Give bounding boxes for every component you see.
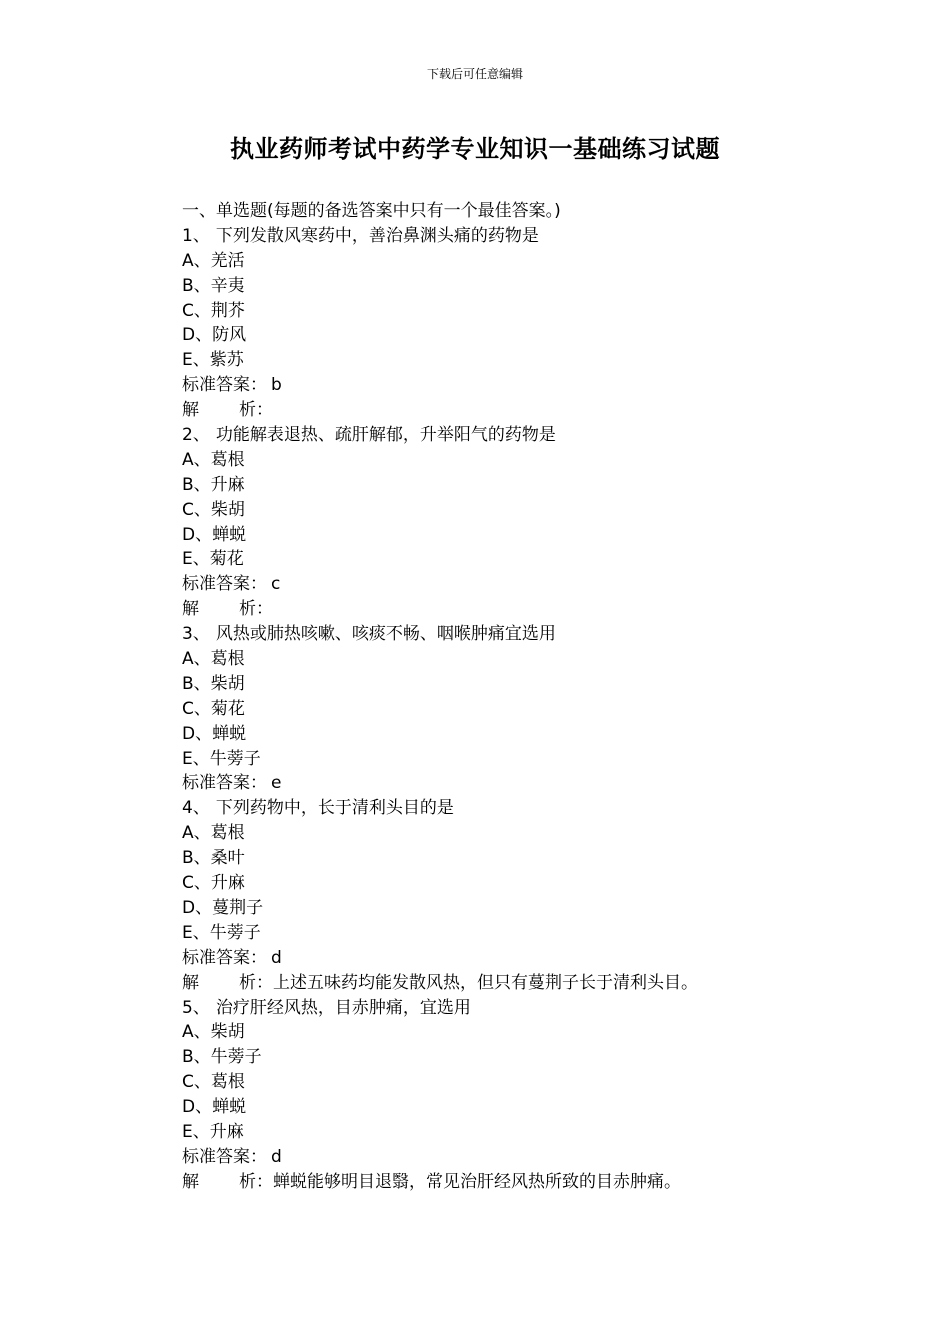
answer-option: E、牛蒡子	[182, 922, 261, 943]
answer-option: A、葛根	[182, 649, 245, 670]
analysis-line	[182, 597, 882, 622]
question-block	[182, 796, 882, 995]
answer-option: E、升麻	[182, 1121, 244, 1142]
answer-option: E、紫苏	[182, 350, 244, 371]
question-stem	[182, 622, 882, 647]
question-text: 下列药物中，长于清利头目的是	[215, 798, 454, 819]
answer-label: 标准答案：	[182, 375, 267, 396]
answer-option: D、蝉蜕	[182, 723, 247, 744]
analysis-line	[182, 971, 882, 996]
question-block	[182, 224, 882, 423]
question-number: 3、	[182, 624, 210, 645]
question-block	[182, 996, 882, 1195]
answer-option: C、荆芥	[182, 300, 245, 321]
answer-option: A、葛根	[182, 823, 245, 844]
analysis-text: 上述五味药均能发散风热，但只有蔓荆子长于清利头目。	[273, 972, 698, 993]
analysis-label-part1: 解	[182, 1171, 199, 1192]
question-block	[182, 622, 882, 796]
answer-option: D、防风	[182, 325, 247, 346]
answer-option: A、葛根	[182, 449, 245, 470]
question-number: 2、	[182, 425, 210, 446]
standard-answer	[182, 771, 882, 796]
analysis-label-part1: 解	[182, 400, 199, 421]
question-number: 4、	[182, 798, 210, 819]
answer-value: c	[271, 574, 281, 595]
answer-option: E、牛蒡子	[182, 748, 261, 769]
answer-option: A、羌活	[182, 250, 245, 271]
answer-option: C、菊花	[182, 698, 245, 719]
document-title: 执业药师考试中药学专业知识一基础练习试题	[230, 135, 720, 163]
analysis-label-part1: 解	[182, 599, 199, 620]
analysis-label-part2: 析：	[239, 599, 273, 620]
question-number: 1、	[182, 225, 210, 246]
analysis-label-part1: 解	[182, 972, 199, 993]
analysis-line	[182, 398, 882, 423]
answer-value: d	[271, 947, 282, 968]
question-text: 下列发散风寒药中，善治鼻渊头痛的药物是	[215, 225, 539, 246]
answer-label: 标准答案：	[182, 1146, 267, 1167]
question-stem	[182, 996, 882, 1021]
standard-answer	[182, 572, 882, 597]
analysis-label-part2: 析：	[239, 400, 273, 421]
answer-option: D、蝉蜕	[182, 524, 247, 545]
question-text: 治疗肝经风热，目赤肿痛，宜选用	[215, 997, 471, 1018]
question-number: 5、	[182, 997, 210, 1018]
question-list	[182, 199, 882, 1195]
questions-container	[182, 224, 882, 1195]
answer-option: B、升麻	[182, 474, 245, 495]
answer-label: 标准答案：	[182, 574, 267, 595]
page-header-note: 下载后可任意编辑	[426, 67, 523, 81]
answer-option: A、柴胡	[182, 1022, 245, 1043]
standard-answer	[182, 373, 882, 398]
question-stem	[182, 423, 882, 448]
answer-value: b	[271, 375, 282, 396]
answer-label: 标准答案：	[182, 773, 267, 794]
answer-option: B、柴胡	[182, 673, 245, 694]
standard-answer	[182, 1145, 882, 1170]
answer-option: C、葛根	[182, 1072, 245, 1093]
question-block	[182, 423, 882, 622]
question-stem	[182, 224, 882, 249]
answer-option: D、蔓荆子	[182, 897, 264, 918]
analysis-label-part2: 析：	[239, 972, 273, 993]
analysis-label-part2: 析：	[239, 1171, 273, 1192]
answer-value: d	[271, 1146, 282, 1167]
question-stem	[182, 796, 882, 821]
analysis-line	[182, 1170, 882, 1195]
standard-answer	[182, 946, 882, 971]
question-text: 功能解表退热、疏肝解郁，升举阳气的药物是	[215, 425, 556, 446]
section-heading: 一、单选题(每题的备选答案中只有一个最佳答案。)	[182, 201, 561, 221]
answer-option: D、蝉蜕	[182, 1097, 247, 1118]
answer-option: C、柴胡	[182, 499, 245, 520]
answer-option: E、菊花	[182, 549, 244, 570]
answer-option: B、辛夷	[182, 275, 245, 296]
answer-value: e	[271, 773, 282, 794]
answer-option: B、牛蒡子	[182, 1047, 262, 1068]
analysis-text: 蝉蜕能够明目退翳，常见治肝经风热所致的目赤肿痛。	[273, 1171, 681, 1192]
answer-option: C、升麻	[182, 873, 245, 894]
question-text: 风热或肺热咳嗽、咳痰不畅、咽喉肿痛宜选用	[215, 624, 556, 645]
answer-label: 标准答案：	[182, 947, 267, 968]
answer-option: B、桑叶	[182, 848, 245, 869]
